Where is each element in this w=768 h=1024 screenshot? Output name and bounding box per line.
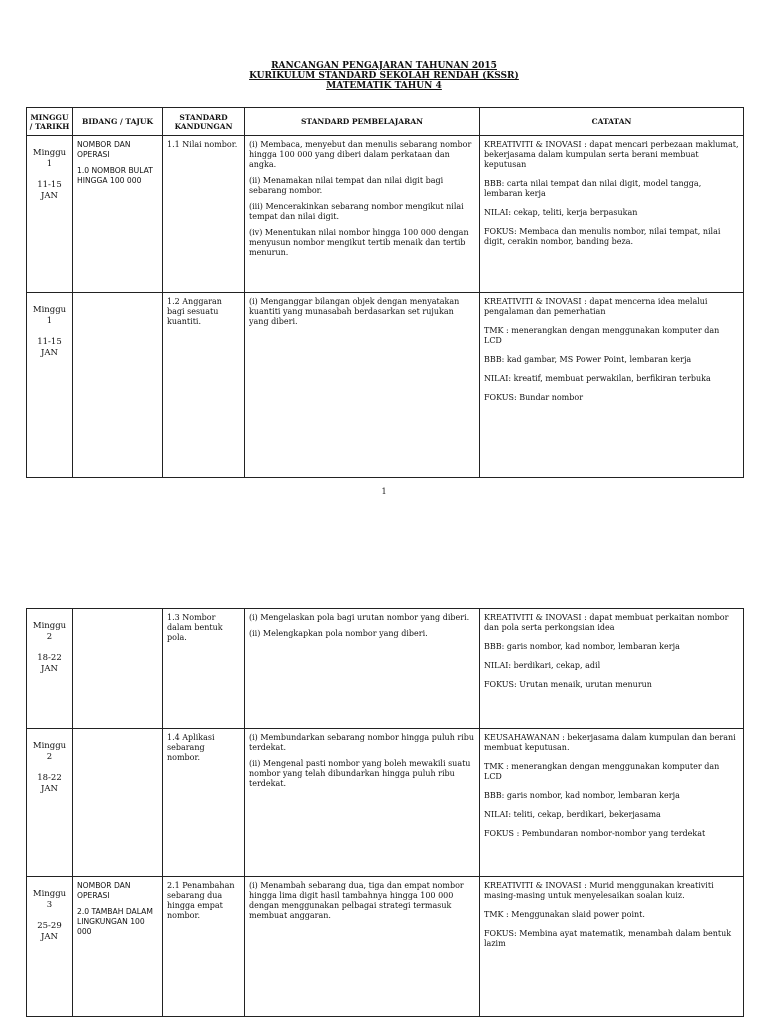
table-row bbox=[27, 609, 744, 729]
pembelajaran-item: (i) Menambah sebarang dua, tiga dan empat nombor hingga lima digit hasil tambahnya hingga 100 000 dengan menggunakan pelbagai strategi termasuk membuat anggaran. bbox=[249, 881, 464, 920]
pembelajaran-cell bbox=[245, 609, 480, 729]
catatan-item: NILAI: cekap, teliti, kerja berpasukan bbox=[484, 208, 638, 217]
bidang-sub: 1.0 NOMBOR BULAT HINGGA 100 000 bbox=[77, 166, 153, 185]
kandungan-cell: 2.1 Penambahan sebarang dua hingga empat nombor. bbox=[163, 877, 245, 1017]
catatan-item: BBB: garis nombor, kad nombor, lembaran kerja bbox=[484, 791, 680, 800]
week-cell bbox=[27, 729, 73, 877]
header-line-3: MATEMATIK TAHUN 4 bbox=[326, 81, 442, 91]
col-header-bidang: BIDANG / TAJUK bbox=[73, 108, 163, 136]
catatan-item: KREATIVITI & INOVASI : dapat membuat perkaitan nombor dan pola serta perkongsian idea bbox=[484, 613, 729, 632]
catatan-item: KREATIVITI & INOVASI : Murid menggunakan kreativiti masing-masing untuk menyelesaikan soalan kuiz. bbox=[484, 881, 714, 900]
kandungan-cell: 1.3 Nombor dalam bentuk pola. bbox=[163, 609, 245, 729]
catatan-item: KREATIVITI & INOVASI : dapat mencerna idea melalui pengalaman dan pemerhatian bbox=[484, 297, 708, 316]
catatan-cell bbox=[480, 136, 744, 293]
catatan-item: TMK : menerangkan dengan menggunakan komputer dan LCD bbox=[484, 326, 720, 345]
week-cell bbox=[27, 877, 73, 1017]
pembelajaran-item: (i) Menganggar bilangan objek dengan menyatakan kuantiti yang munasabah berdasarkan set rujukan yang diberi. bbox=[249, 297, 460, 326]
catatan-item: FOKUS: Urutan menaik, urutan menurun bbox=[484, 680, 652, 689]
header-line-1: RANCANGAN PENGAJARAN TAHUNAN 2015 bbox=[271, 61, 497, 71]
catatan-item: KEUSAHAWANAN : bekerjasama dalam kumpulan dan berani membuat keputusan. bbox=[484, 733, 736, 752]
bidang-cell bbox=[73, 609, 163, 729]
bidang-cell bbox=[73, 136, 163, 293]
col-header-standard-kandungan: STANDARD KANDUNGAN bbox=[163, 108, 245, 136]
col-header-minggu: MINGGU / TARIKH bbox=[27, 108, 73, 136]
col-header-catatan: CATATAN bbox=[480, 108, 744, 136]
catatan-item: FOKUS: Membina ayat matematik, menambah dalam bentuk lazim bbox=[484, 929, 732, 948]
plan-table-page-2 bbox=[26, 608, 744, 1017]
catatan-item: BBB: garis nombor, kad nombor, lembaran kerja bbox=[484, 642, 680, 651]
kandungan-cell: 1.2 Anggaran bagi sesuatu kuantiti. bbox=[163, 293, 245, 478]
date-label: 18-22 JAN bbox=[37, 653, 62, 674]
bidang-title: NOMBOR DAN OPERASI bbox=[77, 140, 131, 159]
table-row bbox=[27, 136, 744, 293]
pembelajaran-cell bbox=[245, 877, 480, 1017]
catatan-item: FOKUS: Bundar nombor bbox=[484, 393, 584, 402]
date-label: 25-29 JAN bbox=[37, 921, 62, 942]
pembelajaran-item: (i) Membaca, menyebut dan menulis sebarang nombor hingga 100 000 yang diberi dalam perkataan dan angka. bbox=[249, 140, 472, 169]
pembelajaran-item: (ii) Melengkapkan pola nombor yang diberi. bbox=[249, 629, 428, 638]
kandungan-cell: 1.4 Aplikasi sebarang nombor. bbox=[163, 729, 245, 877]
catatan-item: NILAI: teliti, cekap, berdikari, bekerjasama bbox=[484, 810, 661, 819]
week-label: Minggu 2 bbox=[32, 621, 67, 642]
catatan-item: KREATIVITI & INOVASI : dapat mencari perbezaan maklumat, bekerjasama dalam kumpulan serta berani membuat keputusan bbox=[484, 140, 739, 169]
catatan-item: FOKUS : Pembundaran nombor-nombor yang terdekat bbox=[484, 829, 706, 838]
page-number: 1 bbox=[381, 487, 387, 496]
week-label: Minggu 2 bbox=[32, 741, 67, 762]
week-label: Minggu 1 bbox=[32, 305, 67, 326]
bidang-title: NOMBOR DAN OPERASI bbox=[77, 881, 131, 900]
bidang-cell bbox=[73, 877, 163, 1017]
pembelajaran-cell bbox=[245, 136, 480, 293]
table-row bbox=[27, 293, 744, 478]
table-row bbox=[27, 877, 744, 1017]
week-cell bbox=[27, 136, 73, 293]
bidang-cell bbox=[73, 729, 163, 877]
week-cell bbox=[27, 609, 73, 729]
catatan-item: TMK : menerangkan dengan menggunakan komputer dan LCD bbox=[484, 762, 720, 781]
week-label: Minggu 3 bbox=[32, 889, 67, 910]
catatan-item: NILAI: berdikari, cekap, adil bbox=[484, 661, 601, 670]
catatan-cell bbox=[480, 877, 744, 1017]
header-line-2: KURIKULUM STANDARD SEKOLAH RENDAH (KSSR) bbox=[249, 71, 519, 81]
kandungan-cell: 1.1 Nilai nombor. bbox=[163, 136, 245, 293]
catatan-cell bbox=[480, 729, 744, 877]
week-label: Minggu 1 bbox=[32, 148, 67, 169]
pembelajaran-item: (iv) Menentukan nilai nombor hingga 100 000 dengan menyusun nombor mengikut tertib menaik dan tertib menurun. bbox=[249, 228, 469, 257]
table-header-row bbox=[27, 108, 744, 136]
date-label: 11-15 JAN bbox=[37, 337, 62, 358]
document-header bbox=[0, 61, 768, 91]
week-cell bbox=[27, 293, 73, 478]
date-label: 11-15 JAN bbox=[37, 180, 62, 201]
date-label: 18-22 JAN bbox=[37, 773, 62, 794]
pembelajaran-item: (iii) Mencerakinkan sebarang nombor mengikut nilai tempat dan nilai digit. bbox=[249, 202, 464, 221]
bidang-sub: 2.0 TAMBAH DALAM LINGKUNGAN 100 000 bbox=[77, 907, 153, 936]
col-header-standard-pembelajaran: STANDARD PEMBELAJARAN bbox=[245, 108, 480, 136]
catatan-cell bbox=[480, 609, 744, 729]
catatan-item: BBB: kad gambar, MS Power Point, lembaran kerja bbox=[484, 355, 692, 364]
bidang-cell bbox=[73, 293, 163, 478]
catatan-item: FOKUS: Membaca dan menulis nombor, nilai tempat, nilai digit, cerakin nombor, banding beza. bbox=[484, 227, 721, 246]
catatan-item: TMK : Menggunakan slaid power point. bbox=[484, 910, 645, 919]
plan-table-page-1 bbox=[26, 107, 744, 478]
pembelajaran-item: (ii) Menamakan nilai tempat dan nilai digit bagi sebarang nombor. bbox=[249, 176, 444, 195]
pembelajaran-item: (i) Mengelaskan pola bagi urutan nombor yang diberi. bbox=[249, 613, 470, 622]
table-row bbox=[27, 729, 744, 877]
catatan-item: BBB: carta nilai tempat dan nilai digit, model tangga, lembaran kerja bbox=[484, 179, 702, 198]
catatan-cell bbox=[480, 293, 744, 478]
pembelajaran-item: (i) Membundarkan sebarang nombor hingga puluh ribu terdekat. bbox=[249, 733, 475, 752]
catatan-item: NILAI: kreatif, membuat perwakilan, berfikiran terbuka bbox=[484, 374, 711, 383]
pembelajaran-item: (ii) Mengenal pasti nombor yang boleh mewakili suatu nombor yang telah dibundarkan hingga puluh ribu terdekat. bbox=[249, 759, 471, 788]
pembelajaran-cell bbox=[245, 729, 480, 877]
pembelajaran-cell bbox=[245, 293, 480, 478]
